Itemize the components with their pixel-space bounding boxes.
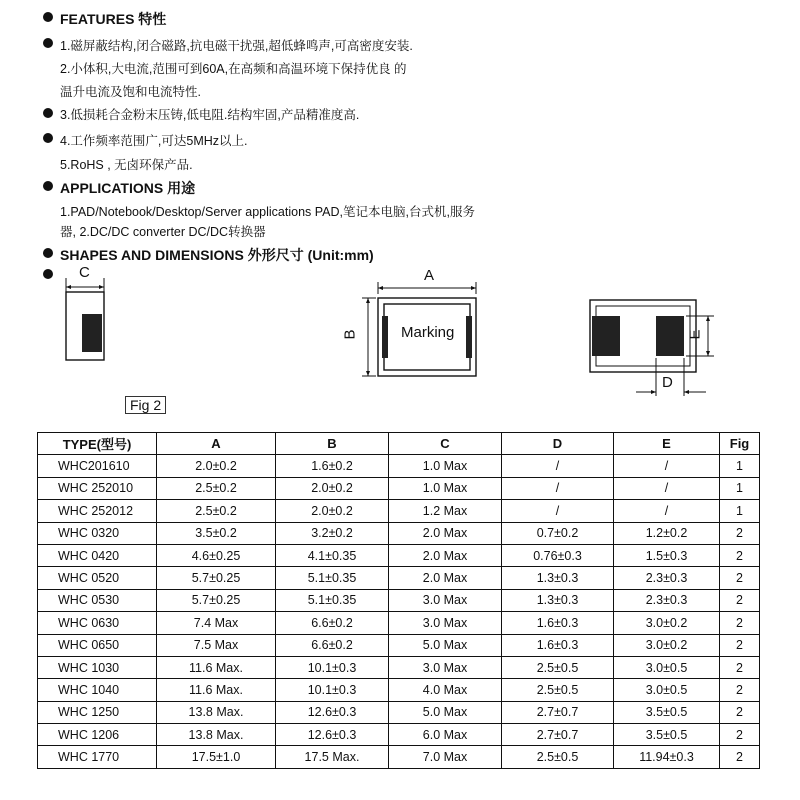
cell-c: 1.0 Max bbox=[389, 477, 502, 499]
cell-b: 12.6±0.3 bbox=[276, 701, 389, 723]
cell-e: 3.0±0.5 bbox=[614, 679, 720, 701]
features-heading: FEATURES 特性 bbox=[60, 11, 167, 27]
cell-c: 1.2 Max bbox=[389, 500, 502, 522]
cell-type: WHC 0630 bbox=[38, 612, 157, 634]
cell-d: 2.5±0.5 bbox=[502, 679, 614, 701]
cell-e: / bbox=[614, 455, 720, 477]
cell-type: WHC 252010 bbox=[38, 477, 157, 499]
cell-d: 2.5±0.5 bbox=[502, 746, 614, 768]
header-type: TYPE(型号) bbox=[38, 433, 157, 455]
cell-c: 3.0 Max bbox=[389, 656, 502, 678]
cell-a: 2.5±0.2 bbox=[157, 500, 276, 522]
label-d: D bbox=[662, 374, 673, 391]
fig-label: Fig 2 bbox=[125, 396, 166, 414]
cell-c: 6.0 Max bbox=[389, 724, 502, 746]
table-row bbox=[38, 589, 760, 611]
cell-d: 1.6±0.3 bbox=[502, 612, 614, 634]
cell-a: 7.5 Max bbox=[157, 634, 276, 656]
bullet-icon bbox=[43, 12, 53, 22]
cell-type: WHC 0520 bbox=[38, 567, 157, 589]
cell-a: 4.6±0.25 bbox=[157, 544, 276, 566]
cell-a: 5.7±0.25 bbox=[157, 589, 276, 611]
table-body bbox=[38, 455, 760, 768]
cell-e: / bbox=[614, 500, 720, 522]
cell-c: 5.0 Max bbox=[389, 634, 502, 656]
cell-c: 5.0 Max bbox=[389, 701, 502, 723]
cell-d: 0.7±0.2 bbox=[502, 522, 614, 544]
table-row bbox=[38, 522, 760, 544]
table-row bbox=[38, 612, 760, 634]
cell-d: 2.5±0.5 bbox=[502, 656, 614, 678]
cell-type: WHC 0420 bbox=[38, 544, 157, 566]
bullet-icon bbox=[43, 269, 53, 279]
cell-a: 13.8 Max. bbox=[157, 724, 276, 746]
cell-fig: 2 bbox=[720, 567, 760, 589]
cell-type: WHC 1250 bbox=[38, 701, 157, 723]
application-line-2: 器, 2.DC/DC converter DC/DC转换器 bbox=[60, 225, 266, 239]
cell-c: 3.0 Max bbox=[389, 589, 502, 611]
cell-e: / bbox=[614, 477, 720, 499]
cell-fig: 2 bbox=[720, 612, 760, 634]
cell-b: 3.2±0.2 bbox=[276, 522, 389, 544]
table-row bbox=[38, 724, 760, 746]
cell-fig: 1 bbox=[720, 500, 760, 522]
label-e: E bbox=[686, 329, 704, 340]
table-row bbox=[38, 634, 760, 656]
table-row bbox=[38, 656, 760, 678]
cell-fig: 2 bbox=[720, 522, 760, 544]
table-row bbox=[38, 477, 760, 499]
cell-b: 12.6±0.3 bbox=[276, 724, 389, 746]
cell-a: 11.6 Max. bbox=[157, 656, 276, 678]
cell-fig: 2 bbox=[720, 656, 760, 678]
feature-line-4: 3.低损耗合金粉末压铸,低电阻.结构牢固,产品精准度高. bbox=[60, 108, 360, 122]
cell-e: 3.5±0.5 bbox=[614, 724, 720, 746]
bullet-icon bbox=[43, 38, 53, 48]
cell-e: 2.3±0.3 bbox=[614, 567, 720, 589]
cell-d: / bbox=[502, 477, 614, 499]
cell-d: 0.76±0.3 bbox=[502, 544, 614, 566]
cell-fig: 2 bbox=[720, 634, 760, 656]
header-fig: Fig bbox=[720, 433, 760, 455]
bottom-view-drawing bbox=[582, 292, 722, 402]
table-row bbox=[38, 544, 760, 566]
feature-line-6: 5.RoHS , 无卤环保产品. bbox=[60, 158, 193, 172]
cell-b: 10.1±0.3 bbox=[276, 656, 389, 678]
cell-e: 3.0±0.2 bbox=[614, 634, 720, 656]
cell-b: 6.6±0.2 bbox=[276, 612, 389, 634]
applications-heading: APPLICATIONS 用途 bbox=[60, 180, 196, 196]
cell-fig: 2 bbox=[720, 746, 760, 768]
table-row bbox=[38, 679, 760, 701]
bullet-icon bbox=[43, 181, 53, 191]
dimensions-table bbox=[37, 432, 760, 769]
cell-d: 1.3±0.3 bbox=[502, 589, 614, 611]
cell-c: 2.0 Max bbox=[389, 567, 502, 589]
cell-d: 1.3±0.3 bbox=[502, 567, 614, 589]
table-header-row bbox=[38, 433, 760, 455]
cell-c: 2.0 Max bbox=[389, 522, 502, 544]
cell-c: 1.0 Max bbox=[389, 455, 502, 477]
cell-e: 1.5±0.3 bbox=[614, 544, 720, 566]
bullet-icon bbox=[43, 133, 53, 143]
cell-d: 2.7±0.7 bbox=[502, 701, 614, 723]
cell-fig: 2 bbox=[720, 589, 760, 611]
cell-fig: 1 bbox=[720, 477, 760, 499]
cell-e: 3.0±0.2 bbox=[614, 612, 720, 634]
header-c: C bbox=[389, 433, 502, 455]
cell-b: 5.1±0.35 bbox=[276, 589, 389, 611]
label-c: C bbox=[79, 264, 90, 281]
cell-e: 11.94±0.3 bbox=[614, 746, 720, 768]
table-row bbox=[38, 455, 760, 477]
cell-b: 5.1±0.35 bbox=[276, 567, 389, 589]
cell-type: WHC 1030 bbox=[38, 656, 157, 678]
header-e: E bbox=[614, 433, 720, 455]
cell-b: 6.6±0.2 bbox=[276, 634, 389, 656]
cell-fig: 2 bbox=[720, 701, 760, 723]
cell-d: / bbox=[502, 500, 614, 522]
cell-a: 2.5±0.2 bbox=[157, 477, 276, 499]
header-d: D bbox=[502, 433, 614, 455]
table-row bbox=[38, 746, 760, 768]
cell-e: 2.3±0.3 bbox=[614, 589, 720, 611]
header-b: B bbox=[276, 433, 389, 455]
feature-line-2: 2.小体积,大电流,范围可到60A,在高频和高温环境下保持优良 的 bbox=[60, 62, 407, 76]
cell-type: WHC 0530 bbox=[38, 589, 157, 611]
feature-line-3: 温升电流及饱和电流特性. bbox=[60, 85, 201, 99]
cell-e: 3.0±0.5 bbox=[614, 656, 720, 678]
cell-a: 13.8 Max. bbox=[157, 701, 276, 723]
bullet-icon bbox=[43, 108, 53, 118]
bullet-icon bbox=[43, 248, 53, 258]
cell-b: 1.6±0.2 bbox=[276, 455, 389, 477]
cell-b: 2.0±0.2 bbox=[276, 500, 389, 522]
cell-type: WHC 1770 bbox=[38, 746, 157, 768]
cell-type: WHC201610 bbox=[38, 455, 157, 477]
cell-d: 2.7±0.7 bbox=[502, 724, 614, 746]
cell-e: 1.2±0.2 bbox=[614, 522, 720, 544]
cell-a: 2.0±0.2 bbox=[157, 455, 276, 477]
cell-c: 2.0 Max bbox=[389, 544, 502, 566]
cell-type: WHC 0650 bbox=[38, 634, 157, 656]
header-a: A bbox=[157, 433, 276, 455]
cell-a: 11.6 Max. bbox=[157, 679, 276, 701]
cell-c: 3.0 Max bbox=[389, 612, 502, 634]
cell-a: 17.5±1.0 bbox=[157, 746, 276, 768]
cell-a: 3.5±0.2 bbox=[157, 522, 276, 544]
feature-line-1: 1.磁屏蔽结构,闭合磁路,抗电磁干扰强,超低蜂鸣声,可高密度安装. bbox=[60, 39, 413, 53]
marking-label: Marking bbox=[401, 324, 455, 341]
cell-fig: 2 bbox=[720, 679, 760, 701]
cell-type: WHC 252012 bbox=[38, 500, 157, 522]
cell-d: 1.6±0.3 bbox=[502, 634, 614, 656]
cell-type: WHC 0320 bbox=[38, 522, 157, 544]
cell-b: 10.1±0.3 bbox=[276, 679, 389, 701]
cell-fig: 2 bbox=[720, 544, 760, 566]
cell-c: 7.0 Max bbox=[389, 746, 502, 768]
table-row bbox=[38, 701, 760, 723]
cell-d: / bbox=[502, 455, 614, 477]
cell-a: 5.7±0.25 bbox=[157, 567, 276, 589]
cell-a: 7.4 Max bbox=[157, 612, 276, 634]
feature-line-5: 4.工作频率范围广,可达5MHz以上. bbox=[60, 134, 248, 148]
table-row bbox=[38, 500, 760, 522]
shapes-heading: SHAPES AND DIMENSIONS 外形尺寸 (Unit:mm) bbox=[60, 247, 374, 263]
cell-b: 4.1±0.35 bbox=[276, 544, 389, 566]
cell-c: 4.0 Max bbox=[389, 679, 502, 701]
application-line-1: 1.PAD/Notebook/Desktop/Server applications PAD,笔记本电脑,台式机,服务 bbox=[60, 205, 475, 219]
cell-type: WHC 1206 bbox=[38, 724, 157, 746]
cell-b: 17.5 Max. bbox=[276, 746, 389, 768]
cell-fig: 1 bbox=[720, 455, 760, 477]
cell-type: WHC 1040 bbox=[38, 679, 157, 701]
label-b: B bbox=[341, 329, 359, 340]
cell-fig: 2 bbox=[720, 724, 760, 746]
cell-e: 3.5±0.5 bbox=[614, 701, 720, 723]
cell-b: 2.0±0.2 bbox=[276, 477, 389, 499]
table-row bbox=[38, 567, 760, 589]
label-a: A bbox=[424, 267, 435, 284]
